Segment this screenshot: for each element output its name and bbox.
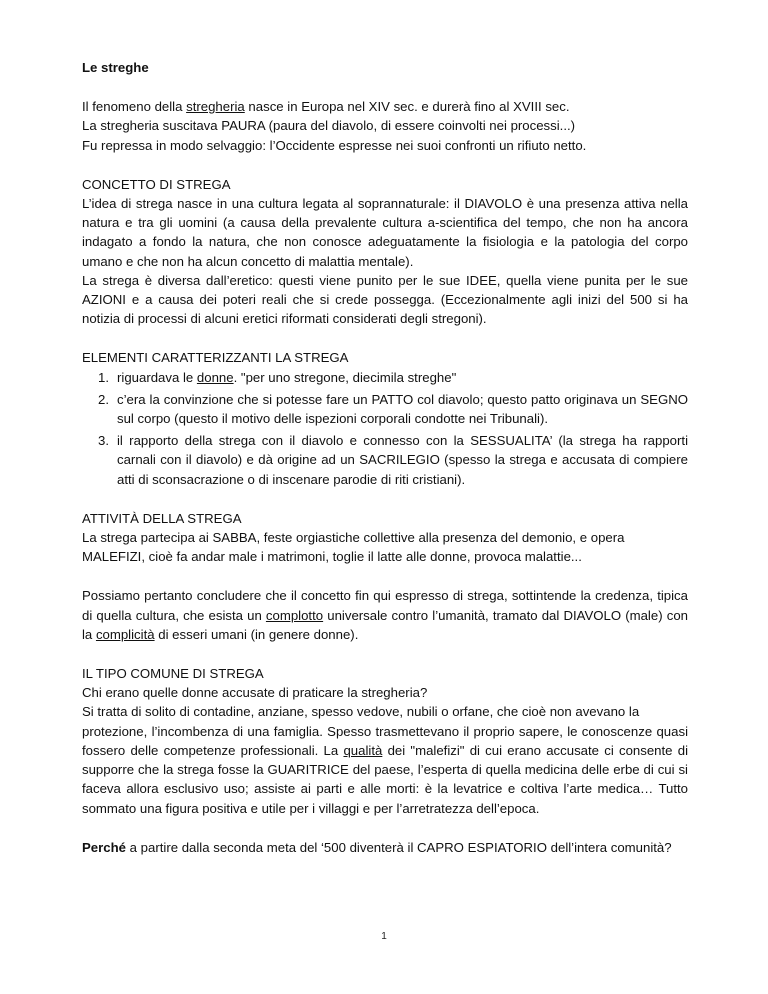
attivita-section xyxy=(82,509,688,567)
elementi-section xyxy=(82,348,688,488)
tipo-section xyxy=(82,664,688,818)
tipo-heading: IL TIPO COMUNE DI STREGA xyxy=(82,666,264,682)
underlined-donne: donne xyxy=(196,369,234,385)
page-number: 1 xyxy=(381,931,387,942)
list-item: 3. il rapporto della strega con il diavolo e connesso con la SESSUALITA’ (la strega ha rapporti carnali con il diavolo) e dà origine ad un SACRILEGIO (spesso la strega e accusata di compiere atti di sconsacrazione o di inscenare parodie di riti cristiani). xyxy=(98,433,688,487)
finale-question: Perché a partire dalla seconda meta del ‘500 diventerà il CAPRO ESPIATORIO dell’intera comunità? xyxy=(82,839,672,855)
intro-line-1: Il fenomeno della stregheria nasce in Europa nel XIV sec. e durerà fino al XVIII sec. xyxy=(82,99,570,115)
intro-line-2: La stregheria suscitava PAURA (paura del diavolo, di essere coinvolti nei processi...) xyxy=(82,118,576,134)
underlined-stregheria: stregheria xyxy=(186,99,245,115)
elementi-list xyxy=(82,368,688,489)
list-item: 2. c’era la convinzione che si potesse fare un PATTO col diavolo; questo patto originava un SEGNO sul corpo (questo il motivo delle ispezioni corporali condotte nei Tribunali). xyxy=(98,391,688,427)
tipo-paragraph-2: protezione, l’incombenza di una famiglia. Spesso trasmettevano il proprio sapere, le conoscenze quasi fossero delle competenze professionali. La qualità dei "malefizi" di cui erano accusate ci consente di supporre che la strega fosse la GUARITRICE del paese, l’esperta di quella medicina delle erbe di cui si faceva allora esclusivo uso; assiste ai parti e alle morti: è la levatrice e coltiva l’arte medica… Tutto sommato una figura positiva e utile per i villaggi e per l’arretratezza dell’epoca. xyxy=(82,723,688,816)
elementi-heading: ELEMENTI CARATTERIZZANTI LA STREGA xyxy=(82,350,349,366)
underlined-complotto: complotto xyxy=(265,607,324,623)
underlined-complicita: complicità xyxy=(95,626,155,642)
underlined-qualita: qualità xyxy=(343,742,383,758)
document-page xyxy=(82,58,688,857)
intro-line-3: Fu repressa in modo selvaggio: l’Occidente espresse nei suoi confronti un rifiuto netto. xyxy=(82,137,587,153)
concetto-paragraph-1: L’idea di strega nasce in una cultura legata al soprannaturale: il DIAVOLO è una presenza attiva nella natura e tra gli uomini (a causa della prevalente cultura a-scientifica del tempo, che non ha ancora indagato a fondo la natura, che non conosce adeguatamente la fisiologia e la patologia del corpo umano e che non ha alcun concetto di malattia mentale). xyxy=(82,196,688,269)
tipo-question: Chi erano quelle donne accusate di praticare la stregheria? xyxy=(82,685,428,701)
list-item: 1. riguardava le donne. "per uno stregone, diecimila streghe" xyxy=(98,369,457,385)
concetto-heading: CONCETTO DI STREGA xyxy=(82,176,231,192)
concetto-paragraph-2: La strega è diversa dall’eretico: questi viene punito per le sue IDEE, quella viene punita per le sue AZIONI e a causa dei poteri reali che si crede possegga. (Eccezionalmente agli inizi del 500 si ha notizia di processi di alcuni eretici riformati considerati degli stregoni). xyxy=(82,272,688,327)
conclusione-paragraph: Possiamo pertanto concludere che il concetto fin qui espresso di strega, sottintende la credenza, tipica di quella cultura, che esista un complotto universale contro l’umanità, tramato dal DIAVOLO (male) con la complicità di esseri umani (in genere donne). xyxy=(82,588,688,642)
bold-perche: Perché xyxy=(82,839,126,855)
concetto-section xyxy=(82,175,688,329)
document-title: Le streghe xyxy=(82,60,149,75)
attivita-line-2: MALEFIZI, cioè fa andar male i matrimoni, toglie il latte alle donne, provoca malattie... xyxy=(82,549,582,565)
tipo-paragraph-1: Si tratta di solito di contadine, anziane, spesso vedove, nubili o orfane, che cioè non avevano la xyxy=(82,704,640,720)
attivita-heading: ATTIVITÀ DELLA STREGA xyxy=(82,510,242,526)
intro-section xyxy=(82,97,688,155)
attivita-line-1: La strega partecipa ai SABBA, feste orgiastiche collettive alla presenza del demonio, e opera xyxy=(82,530,625,546)
